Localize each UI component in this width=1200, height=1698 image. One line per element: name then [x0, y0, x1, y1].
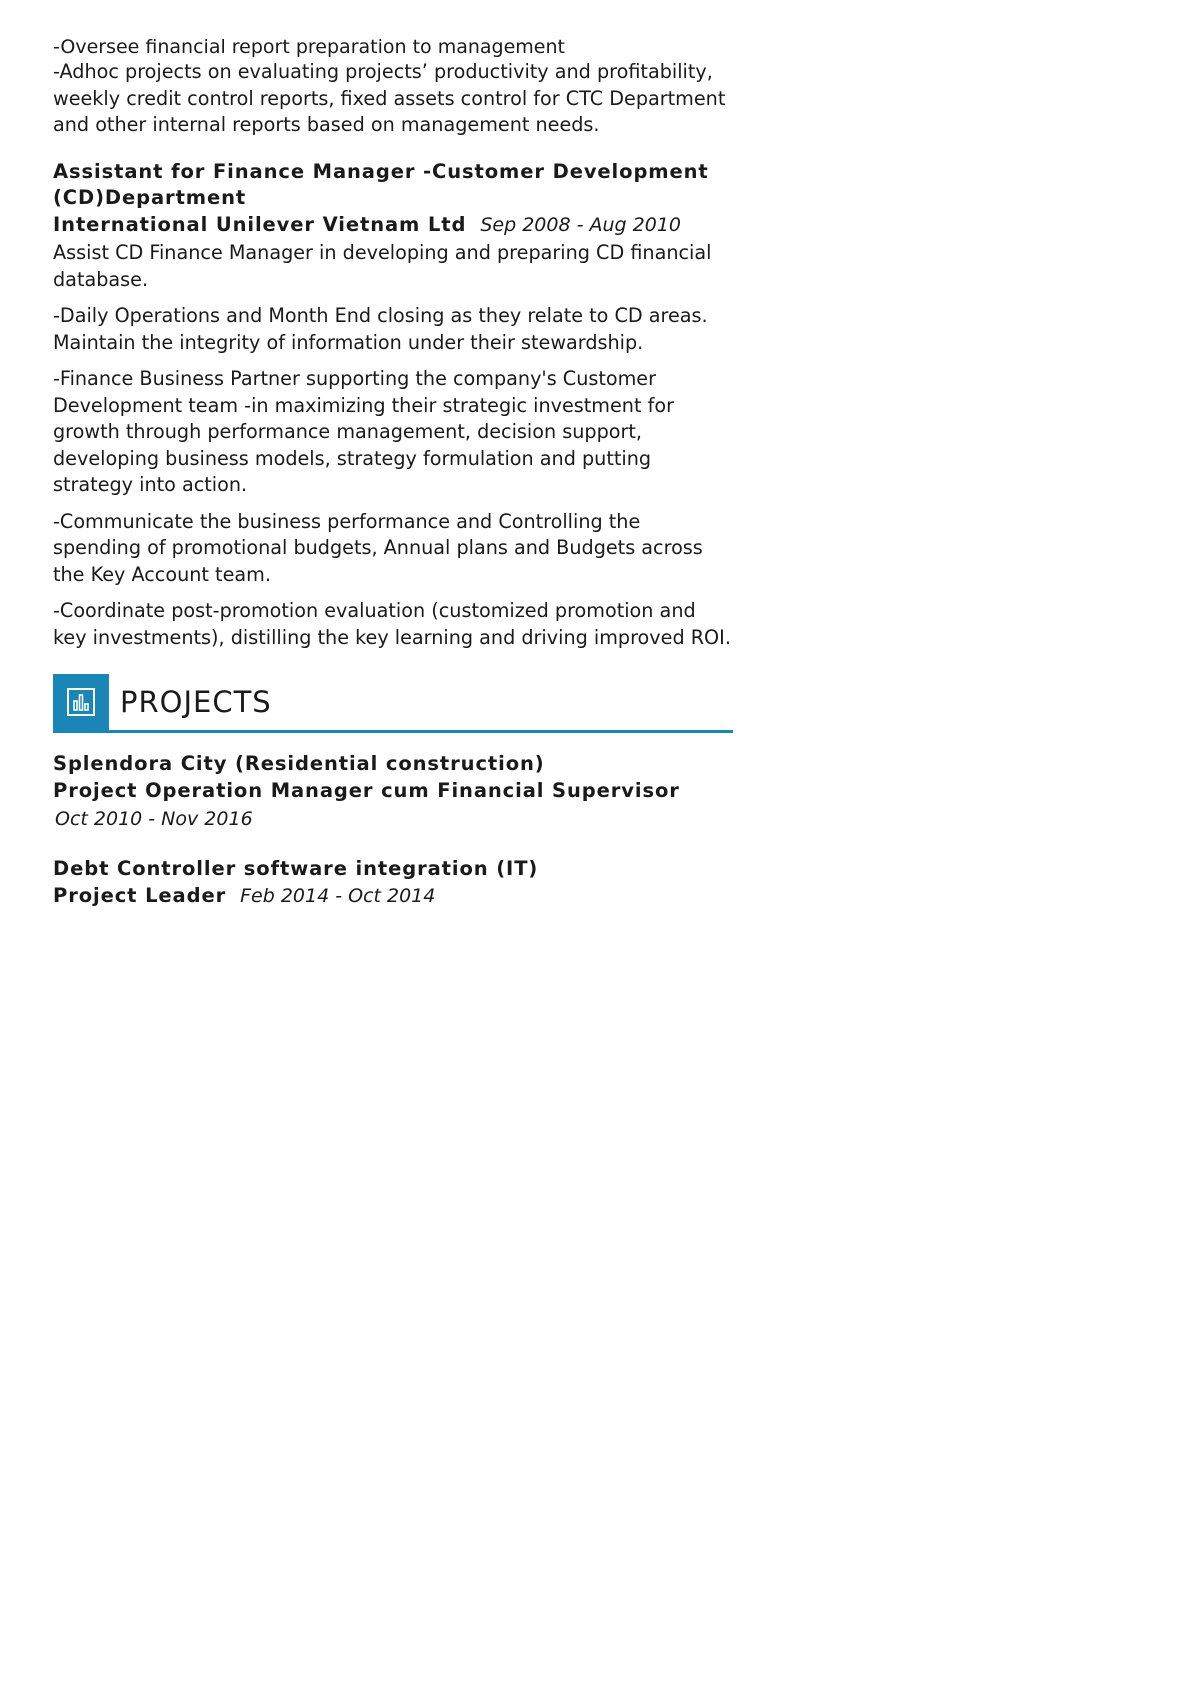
project-role-row — [53, 883, 733, 910]
project-dates: Feb 2014 - Oct 2014 — [240, 884, 436, 907]
projects-section-header — [53, 674, 733, 733]
company-row — [53, 212, 733, 239]
company-name: International Unilever Vietnam Ltd — [53, 212, 467, 236]
job-title: Assistant for Finance Manager -Customer Development (CD)Department — [53, 159, 709, 209]
experience-paragraph: -Adhoc projects on evaluating projects’ productivity and profitability, weekly credit control reports, fixed assets control for CTC Department and other internal reports based on management needs. — [53, 60, 726, 136]
project-dates: Oct 2010 - Nov 2016 — [55, 808, 253, 830]
project-role: Project Leader — [53, 883, 227, 907]
job-description-5: -Coordinate post-promotion evaluation (customized promotion and key investments), distilling the key learning and driving improved ROI. — [53, 599, 731, 649]
project-entry — [53, 856, 733, 909]
job-description-2: -Daily Operations and Month End closing as they relate to CD areas. Maintain the integrity of information under their stewardship. — [53, 304, 708, 354]
bar-chart-icon — [53, 674, 109, 730]
job-dates: Sep 2008 - Aug 2010 — [480, 213, 681, 236]
cut-off-text-line: -Oversee financial report preparation to management — [53, 36, 565, 58]
resume-page — [53, 0, 733, 911]
job-description-1: Assist CD Finance Manager in developing and preparing CD financial database. — [53, 241, 712, 291]
project-entry — [53, 751, 733, 834]
project-name: Debt Controller software integration (IT) — [53, 857, 539, 880]
section-title: PROJECTS — [120, 685, 272, 719]
job-entry — [53, 159, 733, 652]
job-description-3: -Finance Business Partner supporting the company's Customer Development team -in maximizing their strategic investment for growth through performance management, decision support, developing business models, strategy formulation and putting strategy into action. — [53, 367, 674, 496]
job-description-4: -Communicate the business performance and Controlling the spending of promotional budgets, Annual plans and Budgets across the Key Account team. — [53, 509, 703, 586]
project-name: Splendora City (Residential construction) — [53, 752, 545, 775]
project-role: Project Operation Manager cum Financial Supervisor — [53, 778, 680, 802]
